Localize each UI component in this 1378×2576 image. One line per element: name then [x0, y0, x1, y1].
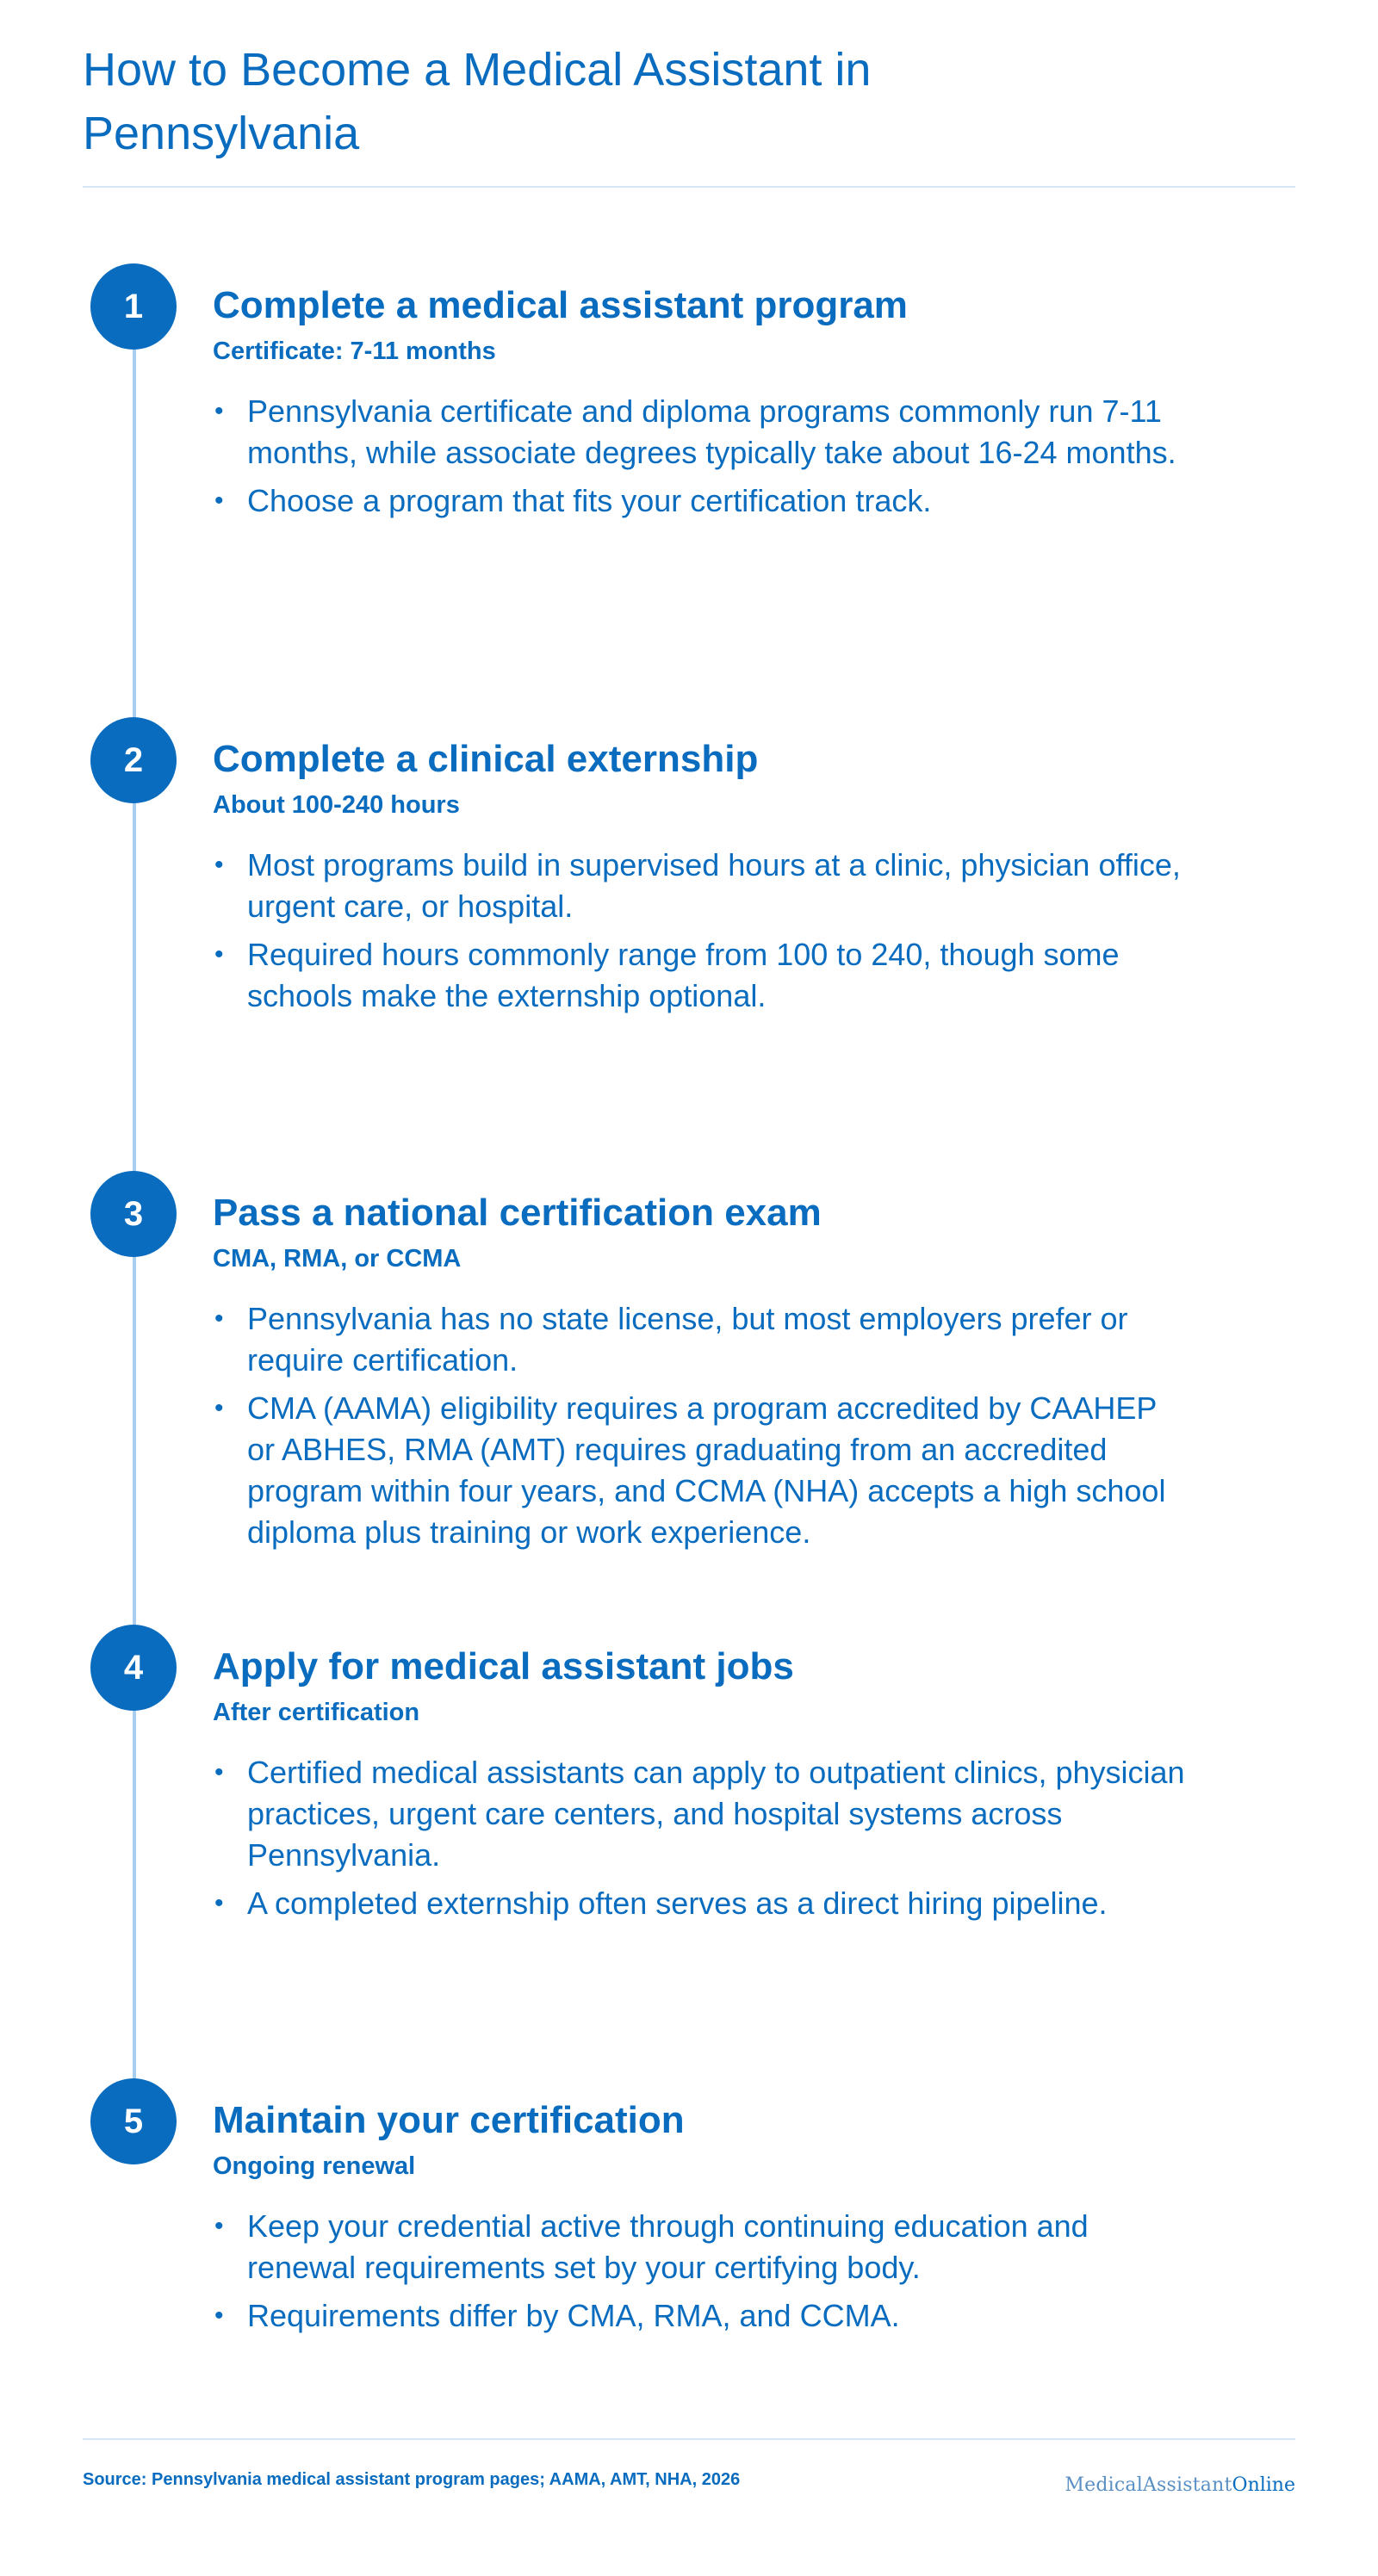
bullet-text: Pennsylvania has no state license, but most employers prefer or require certification. [247, 1301, 1128, 1378]
step-bullet-list [213, 845, 1186, 1024]
logo-wordmark: MedicalAssistant [1065, 2474, 1232, 2496]
page-title: How to Become a Medical Assistant in Pennsylvania [83, 44, 872, 159]
source-note: Source: Pennsylvania medical assistant program pages; AAMA, AMT, NHA, 2026 [83, 2470, 741, 2489]
bullet-text: Pennsylvania certificate and diploma programs commonly run 7-11 months, while associate degrees typically take about 16-24 months. [247, 393, 1176, 470]
bullet-dot-icon: • [214, 397, 224, 425]
title-divider [83, 186, 1295, 188]
step-subtitle: CMA, RMA, or CCMA [213, 1245, 462, 1273]
step-title: Maintain your certification [213, 2099, 685, 2141]
step-bullet-list [213, 391, 1186, 529]
footer-divider [83, 2438, 1295, 2440]
bullet-item [213, 845, 1186, 927]
bullet-item [213, 1752, 1186, 1876]
bullet-item [213, 480, 1186, 522]
bullet-dot-icon: • [214, 1394, 224, 1422]
step-subtitle: Certificate: 7-11 months [213, 337, 496, 365]
step-title: Complete a clinical externship [213, 738, 759, 780]
site-logo [1065, 2468, 1295, 2502]
bullet-text: Most programs build in supervised hours at a clinic, physician office, urgent care, or hospital. [247, 847, 1181, 924]
bullet-text: Keep your credential active through continuing education and renewal requirements set by your certifying body. [247, 2208, 1089, 2285]
step-number-badge: 1 [90, 263, 177, 350]
bullet-text: A completed externship often serves as a direct hiring pipeline. [247, 1886, 1108, 1921]
step-subtitle: About 100-240 hours [213, 791, 460, 819]
bullet-text: Certified medical assistants can apply to outpatient clinics, physician practices, urgent care centers, and hospital systems across Pennsylvania. [247, 1755, 1185, 1873]
step-number-badge: 4 [90, 1625, 177, 1711]
bullet-item [213, 1883, 1186, 1924]
bullet-text: CMA (AAMA) eligibility requires a program accredited by CAAHEP or ABHES, RMA (AMT) requires graduating from an accredited program within four years, and CCMA (NHA) accepts a high school diploma plus training or work experience. [247, 1390, 1166, 1550]
bullet-item [213, 391, 1186, 474]
bullet-dot-icon: • [214, 2301, 224, 2330]
bullet-dot-icon: • [214, 1758, 224, 1786]
step-bullet-list [213, 1752, 1186, 1931]
step-number-badge: 3 [90, 1171, 177, 1257]
step-title: Apply for medical assistant jobs [213, 1645, 794, 1687]
bullet-item [213, 2295, 1186, 2337]
step-title: Pass a national certification exam [213, 1192, 822, 1234]
step-subtitle: Ongoing renewal [213, 2152, 416, 2180]
step-bullet-list [213, 2206, 1186, 2344]
bullet-dot-icon: • [214, 1889, 224, 1917]
step-subtitle: After certification [213, 1699, 420, 1726]
bullet-text: Required hours commonly range from 100 to 240, though some schools make the externship optional. [247, 937, 1120, 1013]
bullet-text: Choose a program that fits your certification track. [247, 483, 932, 518]
step-bullet-list [213, 1298, 1186, 1560]
bullet-text: Requirements differ by CMA, RMA, and CCMA. [247, 2298, 900, 2333]
bullet-item [213, 1298, 1186, 1381]
bullet-item [213, 1388, 1186, 1553]
bullet-dot-icon: • [214, 940, 224, 969]
bullet-item [213, 934, 1186, 1017]
step-title: Complete a medical assistant program [213, 284, 908, 326]
step-number-badge: 2 [90, 717, 177, 803]
logo-wordmark-online: Online [1232, 2474, 1295, 2496]
bullet-dot-icon: • [214, 486, 224, 515]
bullet-dot-icon: • [214, 1304, 224, 1333]
step-number-badge: 5 [90, 2078, 177, 2164]
bullet-dot-icon: • [214, 2212, 224, 2240]
bullet-dot-icon: • [214, 851, 224, 879]
bullet-item [213, 2206, 1186, 2288]
